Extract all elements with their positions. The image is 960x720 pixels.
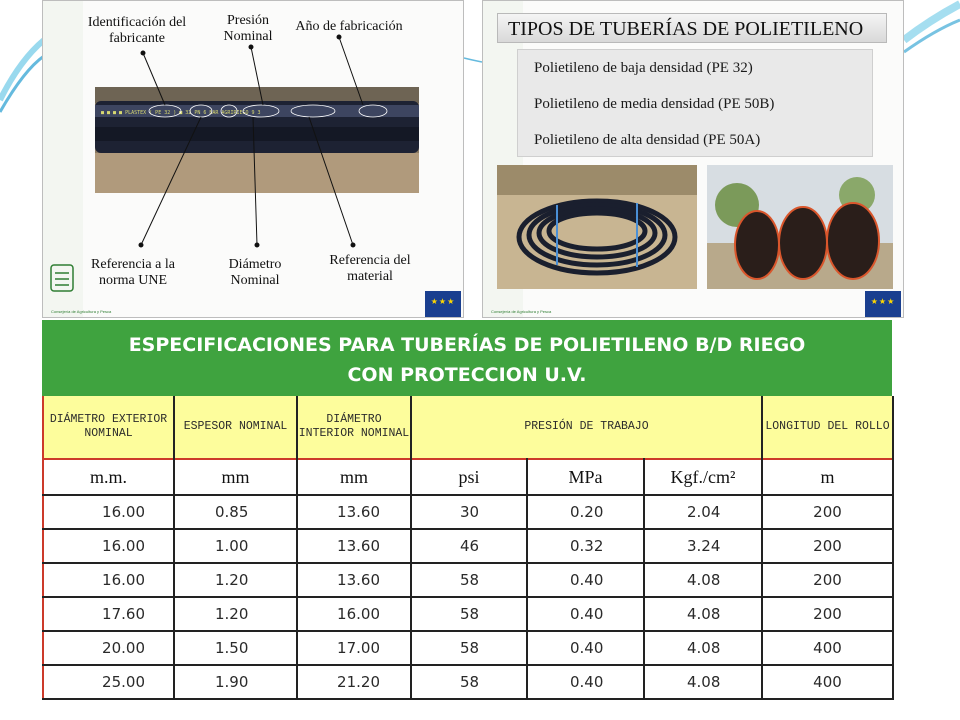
coiled-pipe-photo <box>497 165 697 289</box>
label-une-reference: Referencia a la norma UNE <box>91 257 175 288</box>
table-cell: 2.04 <box>644 495 762 529</box>
table-row <box>43 529 893 563</box>
table-cell: 25.00 <box>43 665 174 699</box>
unit-cell: MPa <box>527 459 644 495</box>
pipe-reels-photo <box>707 165 893 289</box>
table-cell: 1.00 <box>174 529 297 563</box>
table-row <box>43 563 893 597</box>
label-manufacturer-id: Identificación del fabricante <box>87 15 187 46</box>
table-cell: 0.40 <box>527 631 644 665</box>
type-item-medium-density: Polietileno de media densidad (PE 50B) <box>534 96 775 112</box>
unit-cell: m.m. <box>43 459 174 495</box>
column-header-row <box>43 396 893 459</box>
table-cell: 200 <box>762 529 893 563</box>
footer-text: Consejería de Agricultura y Pesca <box>491 309 552 314</box>
header-thickness: ESPESOR NOMINAL <box>174 396 297 459</box>
table-cell: 0.85 <box>174 495 297 529</box>
table-cell: 3.24 <box>644 529 762 563</box>
type-item-high-density: Polietileno de alta densidad (PE 50A) <box>534 132 761 148</box>
header-outer-diameter: DIÁMETRO EXTERIOR NOMINAL <box>43 396 174 459</box>
table-cell: 17.60 <box>43 597 174 631</box>
unit-cell: psi <box>411 459 527 495</box>
table-cell: 200 <box>762 495 893 529</box>
spec-rows <box>43 495 893 699</box>
footer-text: Consejería de Agricultura y Pesca <box>51 309 112 314</box>
table-row <box>43 495 893 529</box>
specifications-table <box>42 320 892 714</box>
header-inner-diameter: DIÁMETRO INTERIOR NOMINAL <box>297 396 411 459</box>
label-nominal-diameter: Diámetro Nominal <box>228 257 282 288</box>
type-item-low-density: Polietileno de baja densidad (PE 32) <box>534 60 753 76</box>
spec-table-title <box>42 320 892 396</box>
table-cell: 0.40 <box>527 563 644 597</box>
slide-footer <box>483 301 903 317</box>
table-cell: 13.60 <box>297 563 411 597</box>
table-cell: 400 <box>762 665 893 699</box>
units-row <box>43 459 893 495</box>
table-cell: 1.20 <box>174 597 297 631</box>
table-row <box>43 631 893 665</box>
table-cell: 0.40 <box>527 597 644 631</box>
table-cell: 4.08 <box>644 665 762 699</box>
table-cell: 46 <box>411 529 527 563</box>
label-nominal-pressure: Presión Nominal <box>223 13 273 44</box>
eu-flag-icon: ★★★ <box>425 291 461 317</box>
table-cell: 13.60 <box>297 495 411 529</box>
table-cell: 13.60 <box>297 529 411 563</box>
unit-cell: mm <box>297 459 411 495</box>
table-cell: 4.08 <box>644 563 762 597</box>
header-roll-length: LONGITUD DEL ROLLO <box>762 396 893 459</box>
table-cell: 58 <box>411 665 527 699</box>
table-cell: 4.08 <box>644 597 762 631</box>
table-cell: 1.90 <box>174 665 297 699</box>
table-cell: 58 <box>411 563 527 597</box>
table-row <box>43 597 893 631</box>
table-cell: 1.20 <box>174 563 297 597</box>
table-row <box>43 665 893 699</box>
slide-footer <box>43 301 463 317</box>
pipe-types-slide <box>482 0 904 318</box>
spec-title-line-1: ESPECIFICACIONES PARA TUBERÍAS DE POLIETILENO B/D RIEGO <box>128 334 806 356</box>
table-cell: 58 <box>411 597 527 631</box>
header-working-pressure: PRESIÓN DE TRABAJO <box>411 396 762 459</box>
table-cell: 21.20 <box>297 665 411 699</box>
table-cell: 16.00 <box>43 563 174 597</box>
table-cell: 0.40 <box>527 665 644 699</box>
spec-title-line-2: CON PROTECCION U.V. <box>347 364 587 386</box>
unit-cell: m <box>762 459 893 495</box>
table-cell: 200 <box>762 563 893 597</box>
table-cell: 1.50 <box>174 631 297 665</box>
label-material-reference: Referencia del material <box>329 253 411 284</box>
table-cell: 0.20 <box>527 495 644 529</box>
unit-cell: mm <box>174 459 297 495</box>
table-cell: 30 <box>411 495 527 529</box>
label-manufacture-year: Año de fabricación <box>295 19 403 34</box>
spec-grid <box>42 396 894 700</box>
table-cell: 16.00 <box>297 597 411 631</box>
table-cell: 58 <box>411 631 527 665</box>
table-cell: 16.00 <box>43 495 174 529</box>
eu-flag-icon: ★★★ <box>865 291 901 317</box>
svg-text:■ ■ ■ ■ PLASTEX ( PE 32 ): ■ ■ ■ ■ PLASTEX ( PE 32 ) ■ 32 PN 6 BAR AGRIRIEGO 9 3 <box>101 110 261 116</box>
table-cell: 0.32 <box>527 529 644 563</box>
pipe-markings-slide <box>42 0 464 318</box>
table-cell: 16.00 <box>43 529 174 563</box>
table-cell: 400 <box>762 631 893 665</box>
table-cell: 4.08 <box>644 631 762 665</box>
types-list <box>517 49 873 157</box>
table-cell: 200 <box>762 597 893 631</box>
table-cell: 20.00 <box>43 631 174 665</box>
unit-cell: Kgf./cm² <box>644 459 762 495</box>
table-cell: 17.00 <box>297 631 411 665</box>
types-title: TIPOS DE TUBERÍAS DE POLIETILENO <box>497 13 887 43</box>
